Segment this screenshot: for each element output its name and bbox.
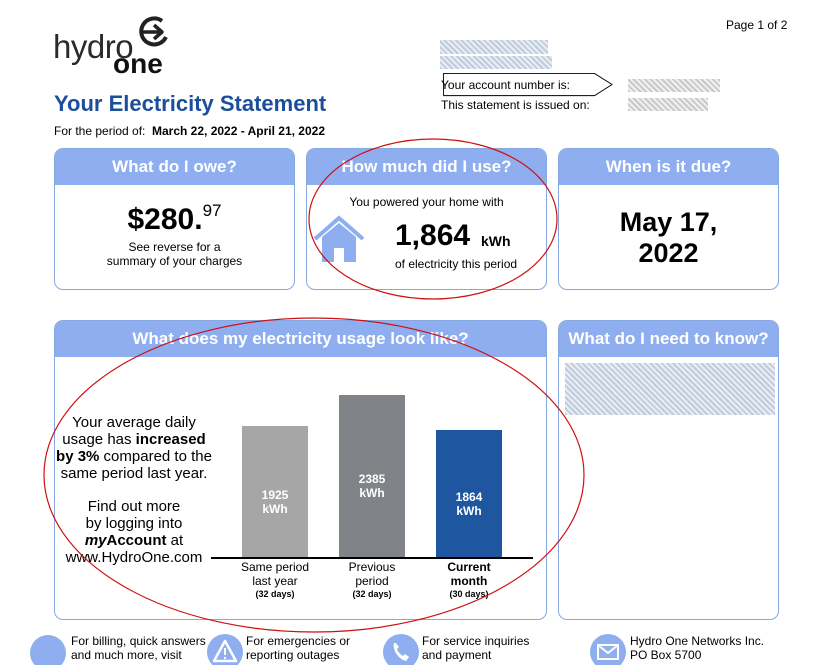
usage-chart-heading: What does my electricity usage look like? [55,321,546,357]
find-out-line2: by logging into [85,515,183,532]
bar-days-label: (32 days) [352,589,392,599]
my-text: my [84,532,107,549]
bar-days-label: (30 days) [449,589,489,599]
usage-intro: You powered your home with [349,195,504,209]
period-label: For the period of: [54,124,146,138]
due-date-line1: May 17, [619,207,718,237]
usage-text-line1: Your average daily [72,414,196,431]
footer-address [630,634,764,662]
phone-icon [382,633,420,665]
bar-unit-label: kWh [359,486,385,500]
mail-icon [589,633,627,665]
footer-billing-line1: For billing, quick answers [71,634,206,648]
usage-heading: How much did I use? [307,149,546,185]
due-date-line2: 2022 [638,238,699,268]
issued-date-label: This statement is issued on: [441,98,590,112]
at-text: at [166,532,184,549]
page-title: Your Electricity Statement [54,91,327,116]
usage-text-line3b: compared to the [99,448,212,465]
bar-category-label: Same period last year [240,560,310,588]
footer-service-line2: and payment [422,648,492,662]
footer-emergency [246,634,350,662]
footer-service-line1: For service inquiries [422,634,530,648]
page-number: Page 1 of 2 [726,18,788,32]
owe-note-line2: summary of your charges [106,254,243,268]
usage-text-line4: same period last year. [60,465,208,482]
bar-value-label: 2385 [358,472,386,486]
usage-note: of electricity this period [395,257,518,271]
bar-value-label: 1925 [261,487,289,502]
need-to-know-heading: What do I need to know? [559,321,778,357]
footer-emergency-line2: reporting outages [246,648,340,662]
website-link[interactable]: www.HydroOne.com [65,549,203,566]
footer-service [422,634,529,662]
due-heading: When is it due? [559,149,778,185]
usage-unit: kWh [481,233,511,249]
bar-value-label: 1864 [455,489,483,504]
account-text: Account [106,532,167,549]
footer-address-line2: PO Box 5700 [630,648,702,662]
footer-emergency-line1: For emergencies or [246,634,351,648]
account-number-label: Your account number is: [441,78,570,92]
footer-address-line1: Hydro One Networks Inc. [630,634,765,648]
owe-heading: What do I owe? [55,149,294,185]
footer-billing [71,634,206,662]
annotation-ellipse-chart [44,318,584,632]
usage-amount: 1,864 [395,219,471,252]
bar-category-label: Previous period [348,560,396,588]
footer-billing-line2: and much more, visit [71,648,182,662]
annotation-ellipse-usage [309,139,557,299]
usage-text-line2a: usage has [62,431,136,448]
bar-days-label: (32 days) [255,589,295,599]
amount-cents: 97 [202,201,222,220]
bar-unit-label: kWh [262,501,288,516]
usage-text-increased: increased [135,431,206,448]
period-value: March 22, 2022 - April 21, 2022 [152,124,325,138]
warning-icon [206,633,244,665]
amount-dollars: $280. [127,203,203,236]
mouse-icon [30,635,66,665]
logo-text-one: one [113,48,163,79]
usage-text-percent: by 3% [56,448,100,465]
bar-category-label: Current month [447,560,491,588]
owe-note-line1: See reverse for a [128,240,221,254]
find-out-line1: Find out more [87,498,181,515]
logo-text-hydro: hydro [53,28,134,65]
bar-unit-label: kWh [456,503,482,518]
